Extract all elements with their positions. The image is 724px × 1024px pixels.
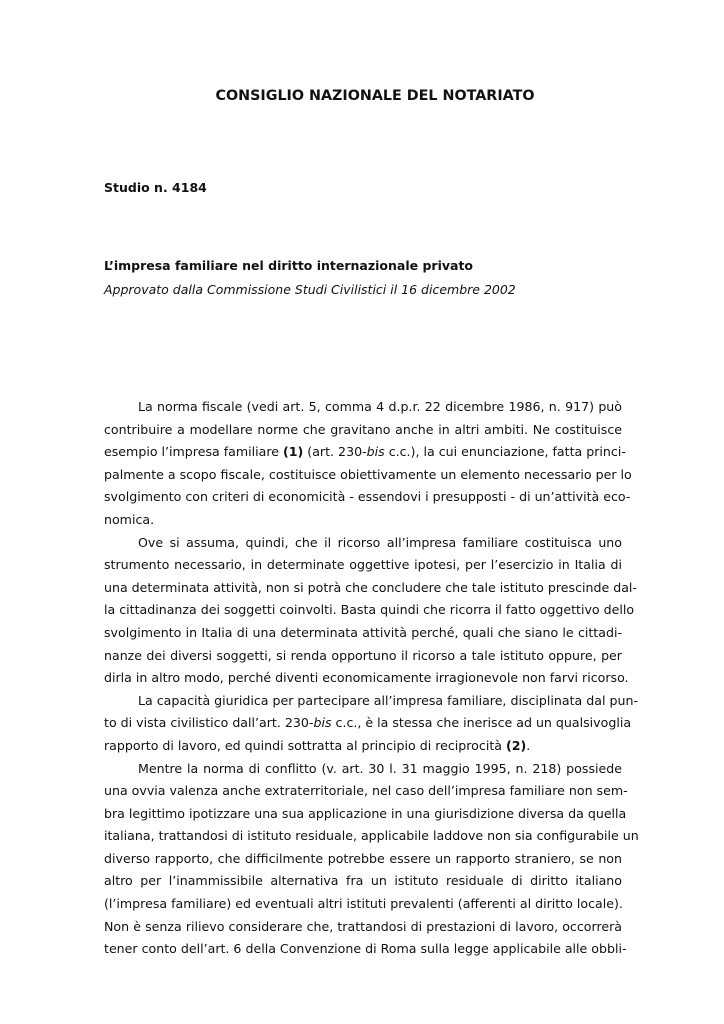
text-line: (l’impresa familiare) ed eventuali altri istituti prevalenti (afferenti al diritto locale). xyxy=(104,896,623,912)
text-line: Non è senza rilievo considerare che, trattandosi di prestazioni di lavoro, occorrerà xyxy=(104,918,622,934)
text-run: (art. 230- xyxy=(303,444,367,460)
study-number: Studio n. 4184 xyxy=(104,180,207,195)
approval-line: Approvato dalla Commissione Studi Civilistici il 16 dicembre 2002 xyxy=(104,282,516,297)
text-line: italiana, trattandosi di istituto residuale, applicabile laddove non sia configurabile un xyxy=(104,828,639,844)
text-line: tener conto dell’art. 6 della Convenzione di Roma sulla legge applicabile alle obbli- xyxy=(104,941,627,957)
text-line: Mentre la norma di conflitto (v. art. 30 l. 31 maggio 1995, n. 218) possiede xyxy=(138,760,622,776)
text-run: to di vista civilistico dall’art. 230- xyxy=(104,715,314,731)
text-run: rapporto di lavoro, ed quindi sottratta al principio di reciprocità xyxy=(104,737,506,753)
text-line: La capacità giuridica per partecipare all’impresa familiare, disciplinata dal pun- xyxy=(138,692,638,708)
text-line xyxy=(104,712,632,735)
text-line: strumento necessario, in determinate oggettive ipotesi, per l’esercizio in Italia di xyxy=(104,557,622,573)
text-line: svolgimento con criteri di economicità - essendovi i presupposti - di un’attività eco- xyxy=(104,489,631,505)
text-run: bis xyxy=(366,444,385,460)
text-line: la cittadinanza dei soggetti coinvolti. Basta quindi che ricorra il fatto oggettivo dello xyxy=(104,602,635,618)
text-line xyxy=(104,735,622,758)
text-line: dirla in altro modo, perché diventi economicamente irragionevole non farvi ricorso. xyxy=(104,670,629,686)
text-line: La norma fiscale (vedi art. 5, comma 4 d.p.r. 22 dicembre 1986, n. 917) può xyxy=(138,399,622,414)
text-line: svolgimento in Italia di una determinata attività perché, quali che siano le cittadi- xyxy=(104,624,622,640)
text-run: esempio l’impresa familiare xyxy=(104,444,284,460)
text-line: una ovvia valenza anche extraterritoriale, nel caso dell’impresa familiare non sem- xyxy=(104,783,628,799)
text-line: Ove si assuma, quindi, che il ricorso all’impresa familiare costituisca uno xyxy=(138,534,622,550)
text-line xyxy=(104,441,626,464)
text-line: bra legittimo ipotizzare una sua applicazione in una giurisdizione diversa da quella xyxy=(104,805,627,821)
text-line: palmente a scopo fiscale, costituisce obiettivamente un elemento necessario per lo xyxy=(104,466,632,482)
page-header-title: CONSIGLIO NAZIONALE DEL NOTARIATO xyxy=(215,88,535,104)
text-line: una determinata attività, non si potrà che concludere che tale istituto prescinde dal- xyxy=(104,579,637,595)
text-line: diverso rapporto, che difficilmente potrebbe essere un rapporto straniero, se non xyxy=(104,850,622,866)
body-text xyxy=(104,396,639,961)
footnote-ref-1[interactable]: (1) xyxy=(283,444,304,460)
text-run: c.c., è la stessa che inerisce ad un qualsivoglia xyxy=(331,715,632,731)
text-run: bis xyxy=(313,715,332,731)
text-run: . xyxy=(526,737,531,753)
text-line: nanze dei diversi soggetti, si renda opportuno il ricorso a tale istituto oppure, per xyxy=(104,647,622,663)
text-line: altro per l’inammissibile alternativa fra un istituto residuale di diritto italiano xyxy=(104,873,622,889)
text-line: nomica. xyxy=(104,511,155,527)
footnote-ref-2[interactable]: (2) xyxy=(505,737,527,753)
text-line: contribuire a modellare norme che gravitano anche in altri ambiti. Ne costituisce xyxy=(104,421,622,437)
study-title: L’impresa familiare nel diritto internazionale privato xyxy=(104,258,474,273)
text-run: c.c.), la cui enunciazione, fatta princi- xyxy=(384,444,626,460)
